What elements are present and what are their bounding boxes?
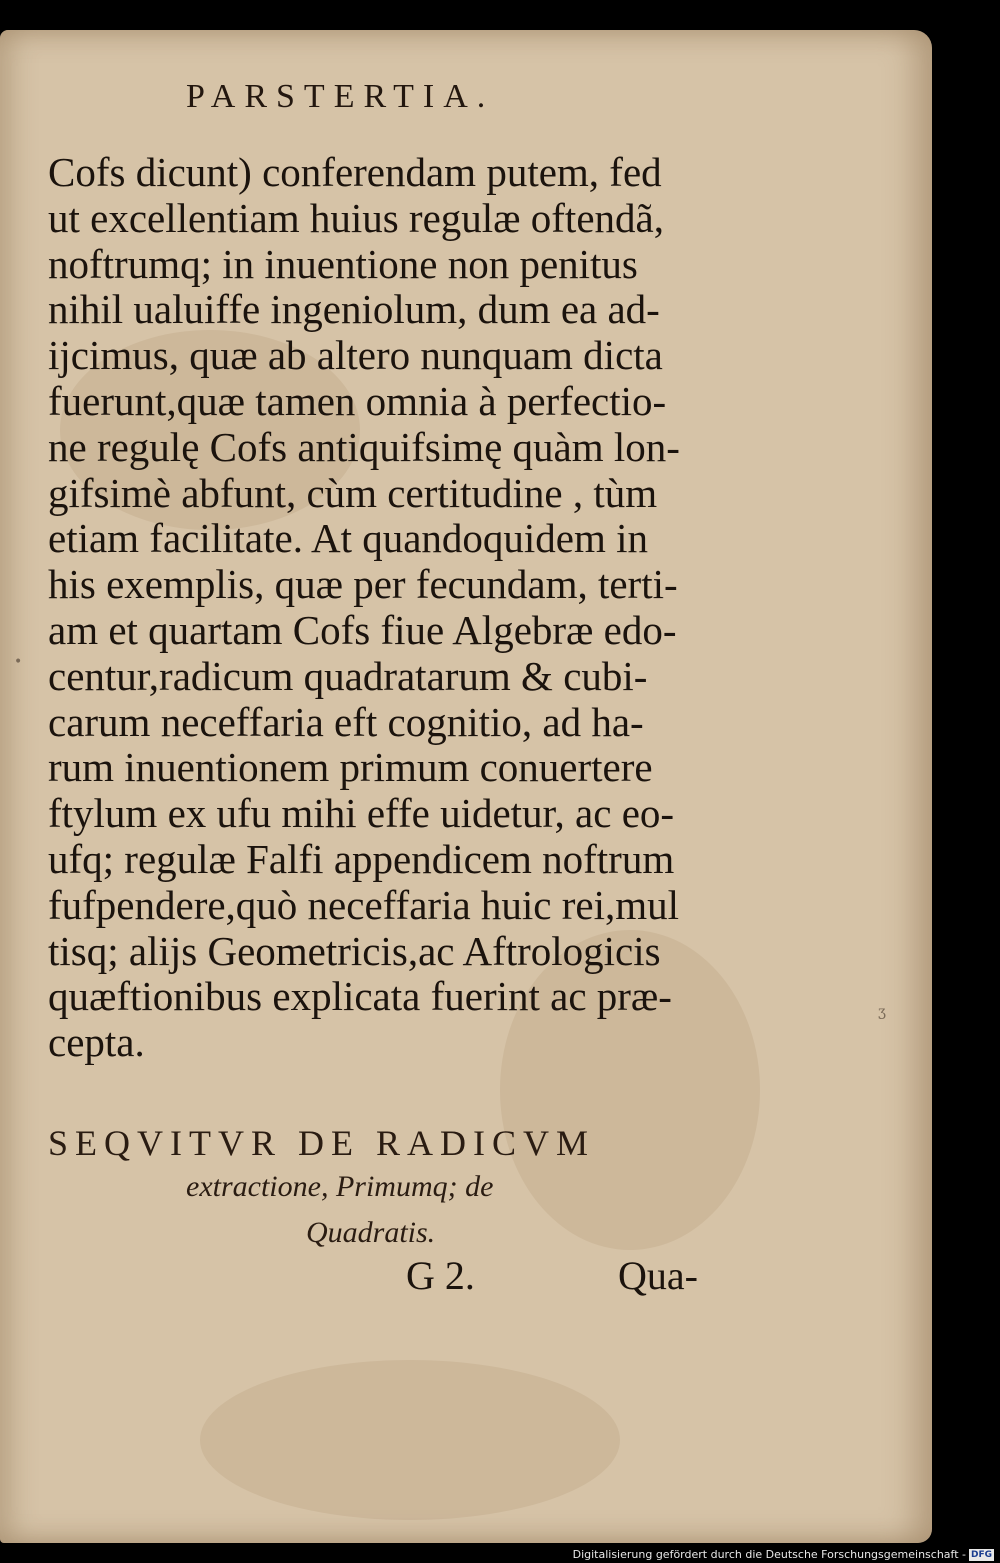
text-line: ut excellentiam huius regulæ oftendã,: [48, 194, 664, 241]
footer-text: Digitalisierung gefördert durch die Deutsche Forschungsgemeinschaft -: [572, 1548, 966, 1561]
text-line: Cofs dicunt) conferendam putem, fed: [48, 149, 662, 195]
text-line: tisq; alijs Geometricis,ac Aftrologicis: [48, 927, 661, 974]
text-line: ne regulę Cofs antiquifsimę quàm lon-: [48, 423, 680, 470]
margin-dot: •: [14, 654, 23, 670]
section-heading-line-3: Quadratis.: [306, 1216, 436, 1249]
dfg-logo: DFG: [970, 1549, 992, 1560]
section-heading-line-2: extractione, Primumq; de: [186, 1170, 494, 1203]
text-line: nihil ualuiffe ingeniolum, dum ea ad-: [48, 286, 660, 333]
text-line: noftrumq; in inuentione non penitus: [48, 240, 638, 287]
text-line: ftylum ex ufu mihi effe uidetur, ac eo-: [48, 790, 675, 837]
text-line: etiam facilitate. At quandoquidem in: [48, 515, 649, 562]
margin-mark: ʒ: [878, 1004, 886, 1020]
digitization-footer: [573, 1548, 994, 1561]
text-line: fuerunt,quæ tamen omnia à perfectio-: [48, 377, 667, 424]
text-line: ijcimus, quæ ab altero nunquam dicta: [48, 332, 663, 379]
text-line: centur,radicum quadratarum & cubi-: [48, 652, 648, 699]
running-head: PARSTERTIA.: [186, 78, 495, 115]
text-line: am et quartam Cofs fiue Algebræ edo-: [48, 606, 677, 653]
catchword: Qua-: [618, 1253, 698, 1298]
text-line: rum inuentionem primum conuertere: [48, 744, 653, 791]
text-line: carum neceffaria eft cognitio, ad ha-: [48, 698, 644, 745]
text-line: his exemplis, quæ per fecundam, terti-: [48, 561, 678, 608]
section-heading: SEQVITVR DE RADICVM: [48, 1123, 595, 1163]
text-line: quæftionibus explicata fuerint ac præ-: [48, 973, 672, 1020]
paper-stain: [200, 1360, 620, 1520]
text-line: fufpendere,quò neceffaria huic rei,mul: [48, 881, 680, 928]
text-line: ufq; regulæ Falfi appendicem noftrum: [48, 835, 675, 882]
body-text: [48, 150, 728, 1066]
text-line: cepta.: [48, 1019, 145, 1066]
signature-mark: G 2.: [406, 1253, 475, 1298]
text-line: gifsimè abfunt, cùm certitudine , tùm: [48, 469, 658, 516]
